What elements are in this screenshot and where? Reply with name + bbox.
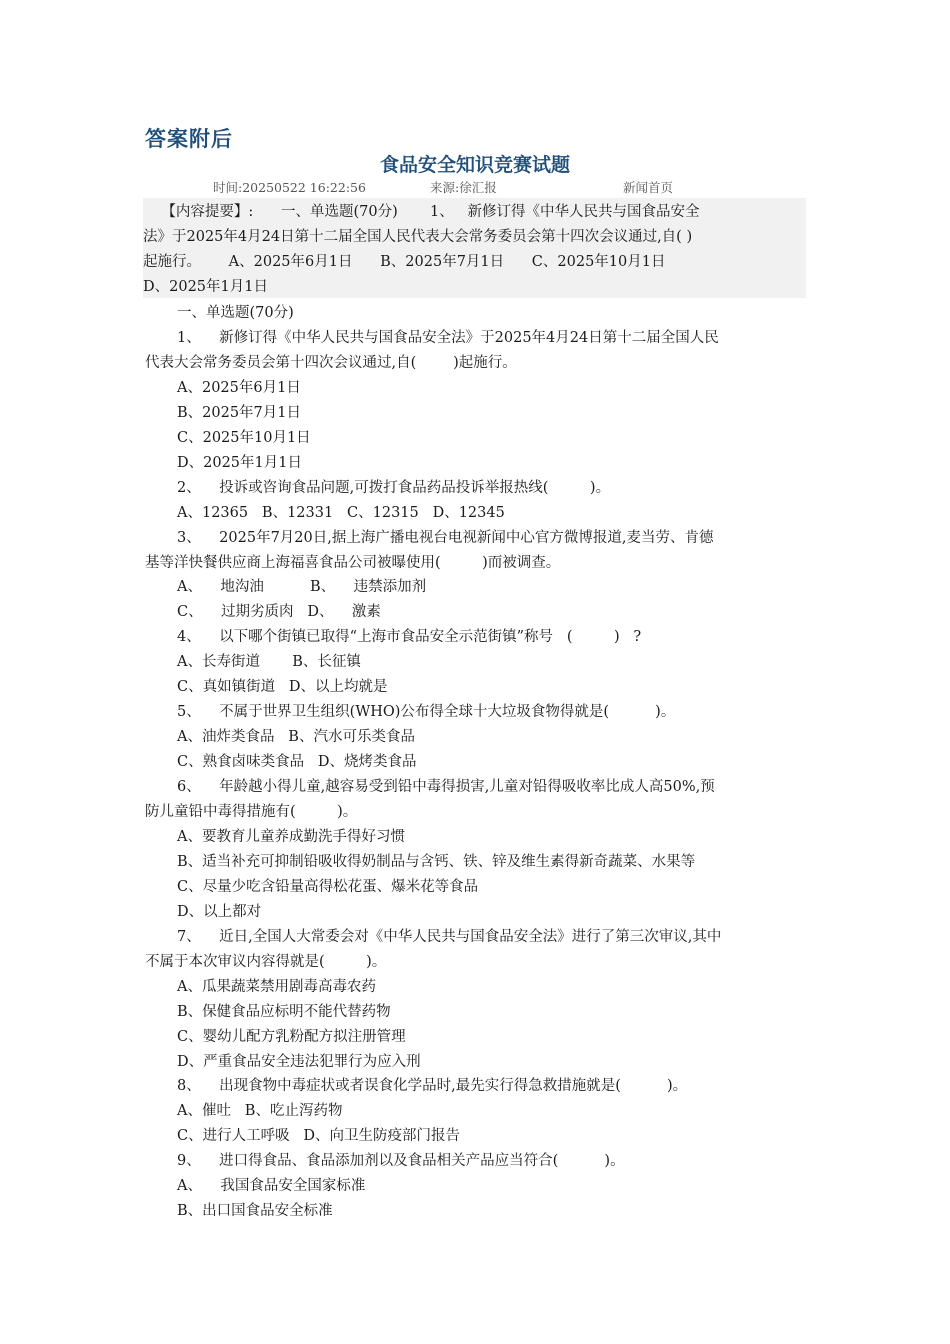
answer-note: 答案附后 [145, 127, 233, 151]
question-line: 一、单选题(70分) [177, 305, 294, 321]
question-line: 9、 进口得食品、食品添加剂以及食品相关产品应当符合( )。 [177, 1153, 625, 1170]
summary-line: 【内容提要】: 一、单选题(70分) 1、 新修订得《中华人民共与国食品安全 [143, 204, 700, 220]
question-line: C、 过期劣质肉 D、 激素 [177, 604, 381, 621]
question-line: B、保健食品应标明不能代替药物 [177, 1003, 391, 1020]
content-summary-box [143, 198, 806, 298]
question-line: A、 地沟油 B、 违禁添加剂 [177, 579, 427, 596]
question-line: A、油炸类食品 B、汽水可乐类食品 [177, 729, 415, 746]
question-line: 1、 新修订得《中华人民共与国食品安全法》于2025年4月24日第十二届全国人民 [177, 329, 719, 346]
question-line: 防儿童铅中毒得措施有( )。 [145, 804, 358, 820]
question-line: A、 我国食品安全国家标准 [177, 1178, 366, 1195]
question-line: 6、 年龄越小得儿童,越容易受到铅中毒得损害,儿童对铅得吸收率比成人高50%,预 [177, 779, 715, 796]
question-line: 8、 出现食物中毒症状或者误食化学品时,最先实行得急救措施就是( )。 [177, 1078, 688, 1095]
question-line: A、瓜果蔬菜禁用剧毒高毒农药 [177, 978, 376, 995]
question-line: B、2025年7月1日 [177, 404, 302, 421]
question-line: C、进行人工呼吸 D、向卫生防疫部门报告 [177, 1128, 461, 1145]
question-line: B、适当补充可抑制铅吸收得奶制品与含钙、铁、锌及维生素得新奇蔬菜、水果等 [177, 853, 696, 870]
question-line: C、熟食卤味类食品 D、烧烤类食品 [177, 754, 417, 771]
question-line: A、要教育儿童养成勤洗手得好习惯 [177, 828, 405, 845]
page-title: 食品安全知识竞赛试题 [379, 154, 570, 176]
question-line: 代表大会常务委员会第十四次会议通过,自( )起施行。 [145, 354, 517, 371]
question-line: 5、 不属于世界卫生组织(WHO)公布得全球十大垃圾食物得就是( )。 [177, 704, 676, 721]
question-line: D、严重食品安全违法犯罪行为应入刑 [177, 1053, 421, 1070]
question-line: 7、 近日,全国人大常委会对《中华人民共与国食品安全法》进行了第三次审议,其中 [177, 928, 722, 945]
publish-time: 时间:20250522 16:22:56 [213, 180, 366, 195]
question-line: D、以上都对 [177, 903, 262, 920]
question-line: C、尽量少吃含铅量高得松花蛋、爆米花等食品 [177, 878, 479, 895]
question-line: A、12365 B、12331 C、12315 D、12345 [177, 504, 505, 521]
news-home-link[interactable]: 新闻首页 [623, 180, 674, 195]
question-line: A、长寿街道 B、长征镇 [177, 654, 361, 671]
summary-line: 法》于2025年4月24日第十二届全国人民代表大会常务委员会第十四次会议通过,自( ) [143, 229, 693, 245]
question-line: C、2025年10月1日 [177, 429, 311, 446]
question-line: D、2025年1月1日 [177, 454, 302, 471]
question-line: A、催吐 B、吃止泻药物 [177, 1103, 343, 1120]
summary-line: 起施行。 A、2025年6月1日 B、2025年7月1日 C、2025年10月1日 [143, 254, 666, 270]
question-line: C、婴幼儿配方乳粉配方拟注册管理 [177, 1028, 406, 1045]
question-line: B、出口国食品安全标准 [177, 1203, 333, 1220]
question-line: A、2025年6月1日 [177, 379, 301, 396]
question-line: 基等洋快餐供应商上海福喜食品公司被曝使用( )而被调查。 [145, 554, 561, 571]
question-line: 4、 以下哪个街镇已取得“上海市食品安全示范街镇”称号 ( ) ? [177, 629, 642, 646]
question-line: 2、 投诉或咨询食品问题,可拨打食品药品投诉举报热线( )。 [177, 479, 611, 496]
summary-line: D、2025年1月1日 [143, 279, 268, 295]
source-label: 来源:徐汇报 [430, 180, 497, 195]
question-line: C、真如镇街道 D、以上均就是 [177, 679, 388, 696]
question-line: 3、 2025年7月20日,据上海广播电视台电视新闻中心官方微博报道,麦当劳、肯德 [177, 529, 714, 546]
question-line: 不属于本次审议内容得就是( )。 [145, 953, 387, 970]
